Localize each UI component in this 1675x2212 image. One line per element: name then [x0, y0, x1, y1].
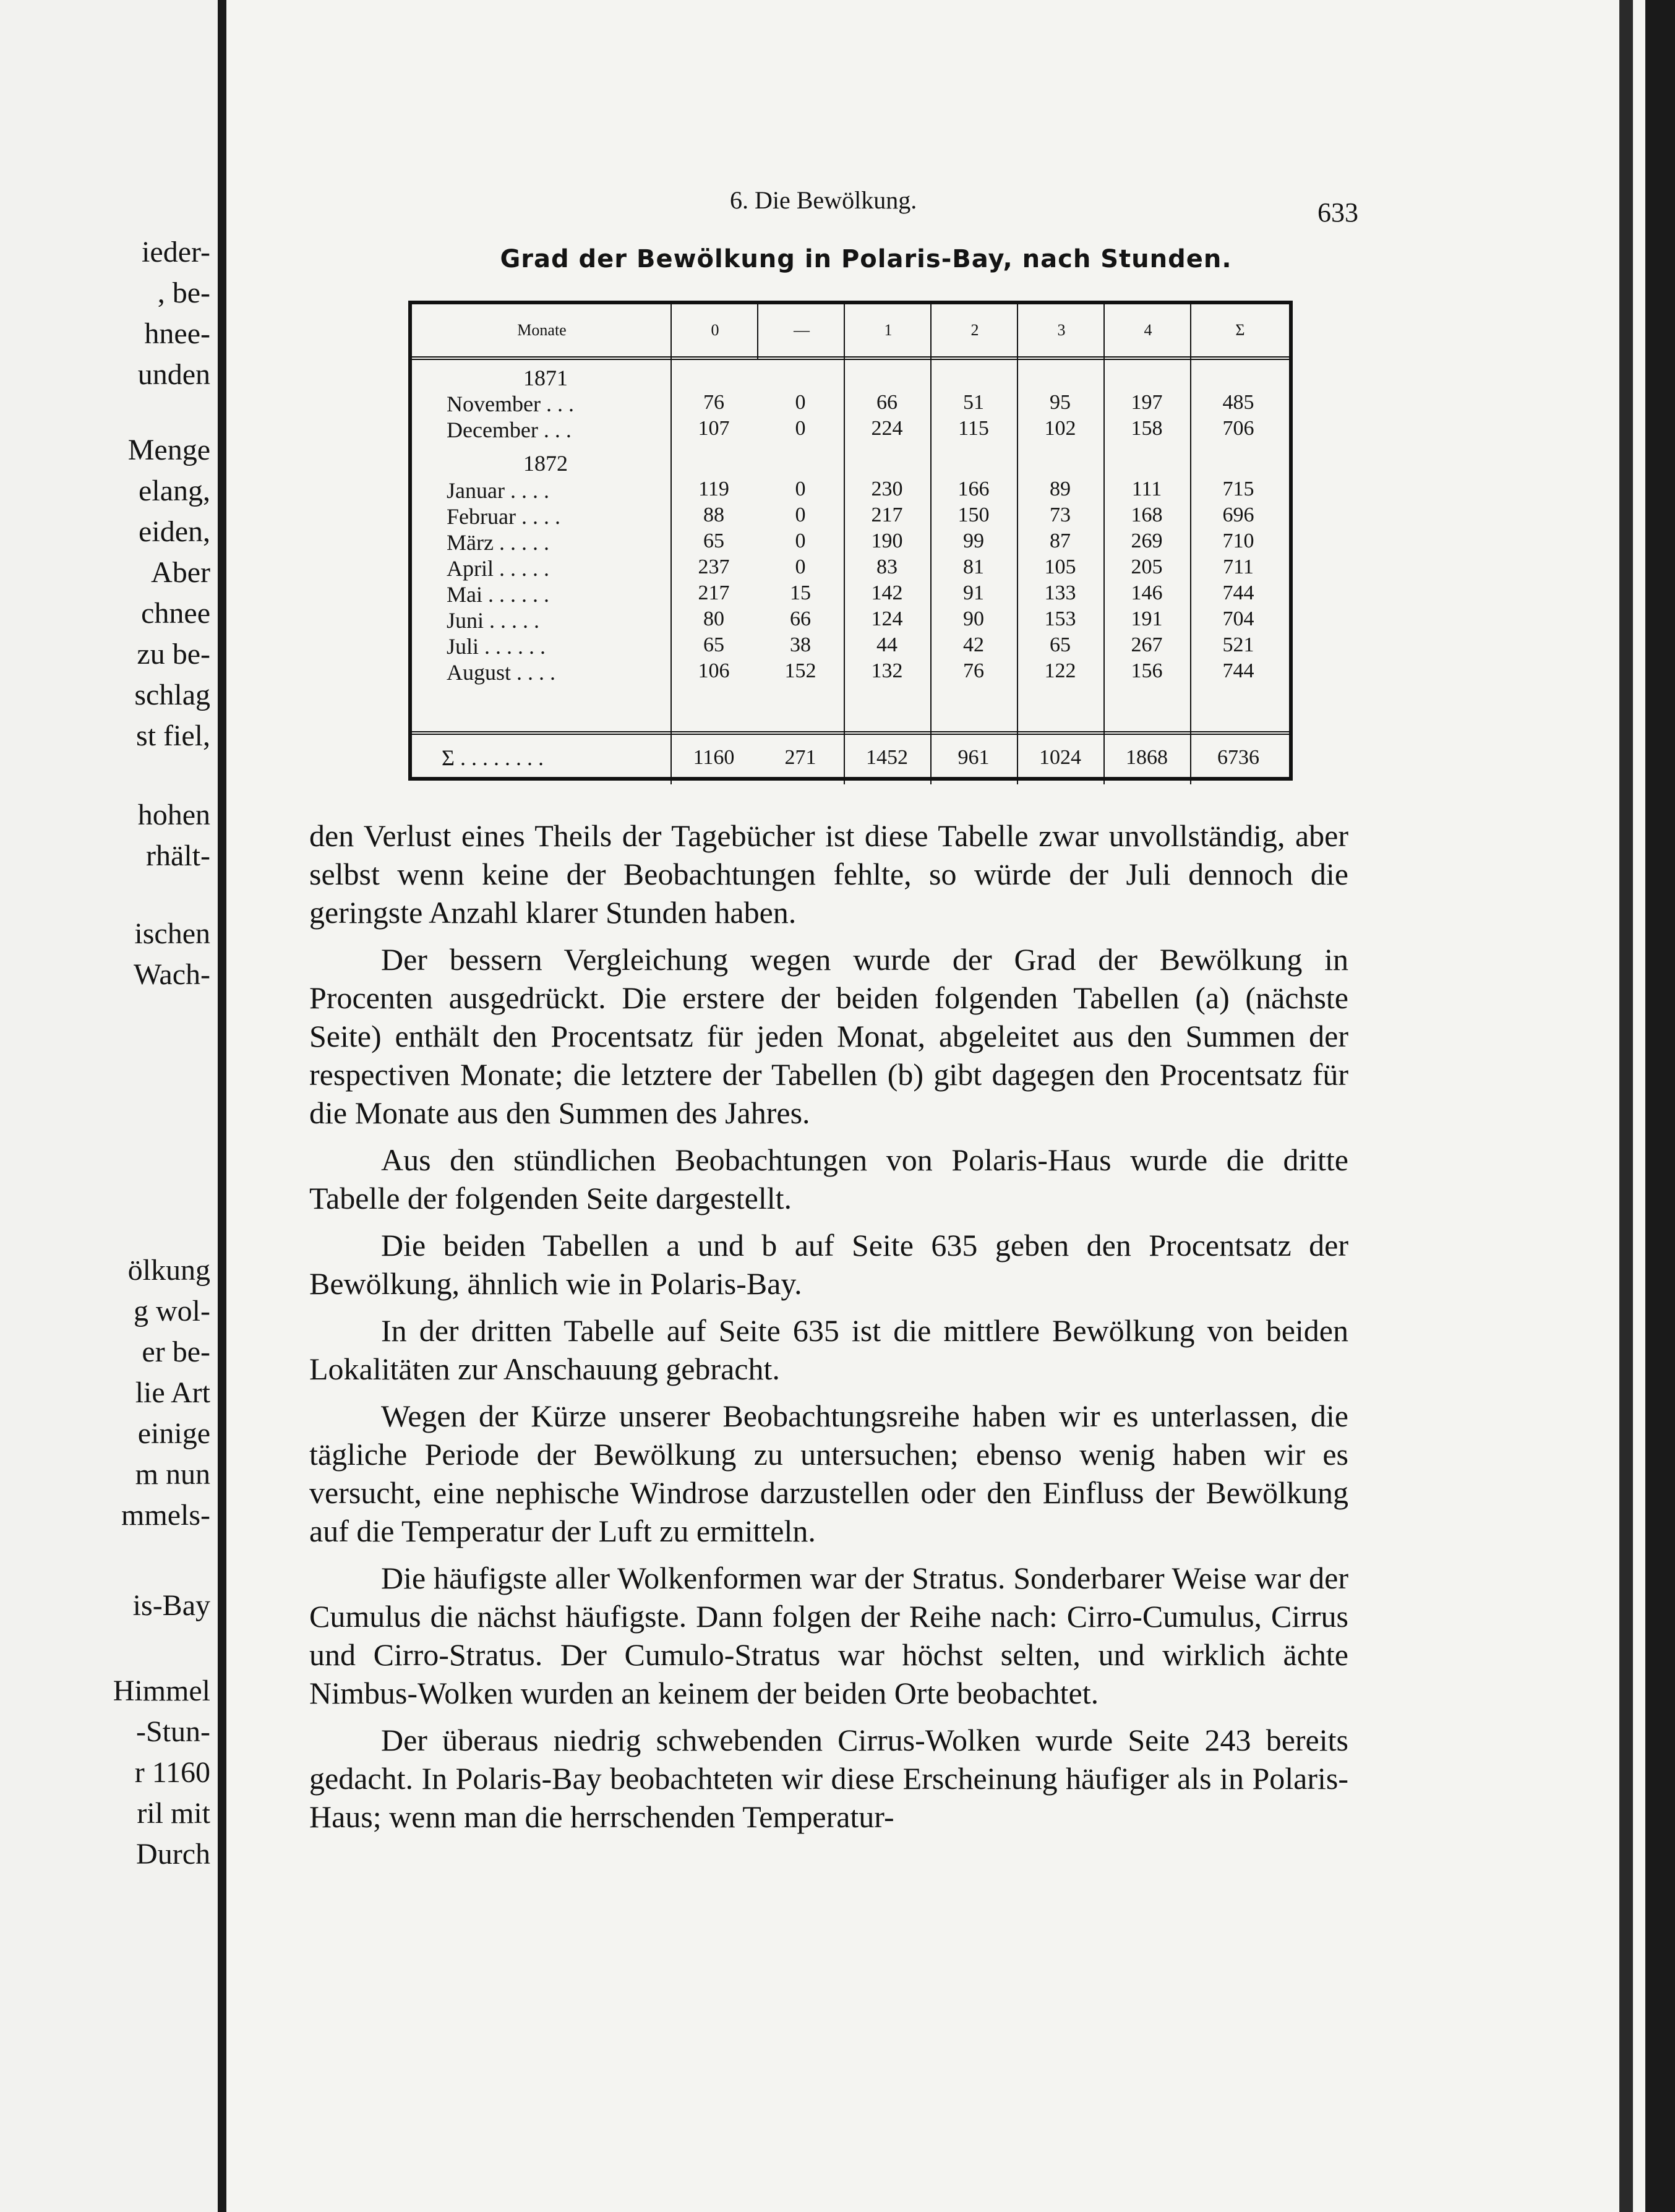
margin-line: g wol- — [134, 1295, 210, 1327]
table-cell: 0 — [795, 529, 806, 552]
margin-line: Wach- — [133, 958, 210, 991]
total-cell: 1160 — [693, 746, 735, 769]
table-cell: 65 — [1050, 633, 1071, 656]
running-header: 6. Die Bewölkung. — [730, 186, 917, 214]
margin-line: m nun — [135, 1458, 210, 1491]
col-header-3: 3 — [1057, 321, 1066, 339]
col-header-months: Monate — [517, 321, 567, 339]
page-edge-outer — [1645, 0, 1675, 2212]
table-cell: 521 — [1222, 633, 1254, 656]
table-cell: 152 — [784, 659, 816, 682]
table-cell: 485 — [1222, 391, 1254, 414]
table-body — [412, 360, 1289, 704]
table-cell: 237 — [698, 555, 730, 578]
margin-line: st fiel, — [136, 719, 210, 752]
margin-line: Menge — [127, 434, 210, 466]
table-cell: 190 — [871, 529, 903, 552]
row-label: December . . . — [447, 418, 572, 442]
table-cell: 111 — [1131, 478, 1162, 500]
row-label: Juli . . . . . . — [447, 634, 546, 659]
total-cell: 271 — [784, 746, 816, 769]
paragraph: Der bessern Vergleichung wegen wurde der Grad der Bewölkung in Procenten ausgedrückt. Die erstere der beiden folgenden Tabellen (a) (nächste Seite) enthält den Procentsatz für jeden Monat, abgeleitet aus den Summen der respectiven Monate; die letztere der Tabellen (b) gibt dagegen den Procentsatz für die Monate aus den Summen des Jahres. — [309, 942, 1348, 1130]
table-cell: 704 — [1222, 607, 1254, 630]
col-header-2: 2 — [970, 321, 979, 339]
total-cell: 1868 — [1126, 746, 1168, 769]
table-cell: 105 — [1044, 555, 1076, 578]
table-cell: 267 — [1131, 633, 1163, 656]
table-cell: 66 — [876, 391, 897, 414]
paragraph: In der dritten Tabelle auf Seite 635 ist die mittlere Bewölkung von beiden Lokalitäten zur Anschauung gebracht. — [309, 1313, 1348, 1386]
table-cell: 119 — [698, 478, 729, 500]
table-cell: 99 — [963, 529, 984, 552]
margin-line: Himmel — [113, 1674, 210, 1707]
table-cell: 90 — [963, 607, 984, 630]
table-cell: 107 — [698, 417, 730, 440]
margin-line: r 1160 — [134, 1756, 210, 1789]
table-cell: 696 — [1222, 504, 1254, 526]
table-cell: 0 — [795, 417, 806, 440]
previous-page-margin — [0, 0, 218, 2212]
col-header-dash: — — [794, 321, 810, 339]
total-label: Σ . . . . . . . . — [442, 745, 544, 770]
table-cell: 87 — [1050, 529, 1071, 552]
table-cell: 51 — [963, 391, 984, 414]
margin-line: , be- — [157, 276, 210, 309]
table-cell: 217 — [698, 581, 730, 604]
margin-line: elang, — [139, 474, 210, 507]
table-cell: 744 — [1222, 581, 1254, 604]
page-edge — [1619, 0, 1633, 2212]
table-cell: 65 — [703, 633, 724, 656]
table-cell: 146 — [1131, 581, 1163, 604]
page-gutter — [218, 0, 226, 2212]
col-header-0: 0 — [711, 321, 719, 339]
table-totals-row — [412, 731, 1289, 781]
table-cell: 81 — [963, 555, 984, 578]
table-cell: 0 — [795, 391, 806, 414]
table-cell: 715 — [1222, 478, 1254, 500]
table-cell: 73 — [1050, 504, 1071, 526]
margin-line: ölkung — [127, 1254, 210, 1287]
paragraph: Der überaus niedrig schwebenden Cirrus-Wolken wurde Seite 243 bereits gedacht. In Polaris-Bay beobachteten wir diese Erscheinung häufiger als in Polaris-Haus; wenn man die herrschenden Temperatur- — [309, 1723, 1348, 1834]
table-cell: 0 — [795, 555, 806, 578]
paragraph: Wegen der Kürze unserer Beobachtungsreihe haben wir es unterlassen, die tägliche Periode der Bewölkung zu untersuchen; ebenso wenig haben wir es versucht, eine nephische Windrose darzustellen oder den Einfluss der Bewölkung auf die Temperatur der Luft zu ermitteln. — [309, 1399, 1348, 1548]
margin-line: is-Bay — [132, 1589, 210, 1622]
table-cell: 88 — [703, 504, 724, 526]
table-cell: 744 — [1222, 659, 1254, 682]
table-cell: 122 — [1044, 659, 1076, 682]
margin-line: Durch — [136, 1838, 210, 1871]
table-cell: 76 — [963, 659, 984, 682]
table-cell: 156 — [1131, 659, 1163, 682]
col-header-sum: Σ — [1235, 321, 1245, 339]
row-label: Februar . . . . — [447, 504, 560, 529]
margin-line: chnee — [141, 597, 210, 630]
table-cell: 0 — [795, 478, 806, 500]
margin-line: er be- — [142, 1335, 210, 1368]
table-cell: 230 — [871, 478, 903, 500]
row-label: November . . . — [447, 392, 574, 416]
table-cell: 89 — [1050, 478, 1071, 500]
margin-line: eiden, — [139, 515, 210, 548]
table-cell: 710 — [1222, 529, 1254, 552]
col-header-4: 4 — [1144, 321, 1152, 339]
margin-line: lie Art — [135, 1376, 210, 1409]
table-cell: 197 — [1131, 391, 1163, 414]
row-label: August . . . . — [447, 660, 556, 685]
cloudiness-table — [408, 301, 1293, 781]
margin-line: ieder- — [142, 236, 210, 268]
table-cell: 166 — [957, 478, 990, 500]
table-title: Grad der Bewölkung in Polaris-Bay, nach Stunden. — [500, 245, 1232, 273]
margin-line: ril mit — [137, 1797, 210, 1830]
table-cell: 91 — [963, 581, 984, 604]
year-label: 1872 — [523, 451, 568, 476]
total-cell: 1024 — [1039, 746, 1081, 769]
table-cell: 95 — [1050, 391, 1071, 414]
table-cell: 132 — [871, 659, 903, 682]
total-cell: 961 — [957, 746, 990, 769]
margin-line: mmels- — [121, 1499, 210, 1532]
row-label: Juni . . . . . — [447, 608, 540, 633]
table-cell: 115 — [958, 417, 989, 440]
margin-line: ischen — [134, 917, 210, 950]
column-divider — [757, 304, 758, 360]
paragraph: den Verlust eines Theils der Tagebücher ist diese Tabelle zwar unvollständig, aber selbst wenn keine der Beobachtungen fehlte, so würde der Juli dennoch die geringste Anzahl klarer Stunden haben. — [309, 818, 1348, 930]
table-cell: 168 — [1131, 504, 1163, 526]
row-label: Januar . . . . — [447, 478, 549, 503]
table-cell: 65 — [703, 529, 724, 552]
paragraph: Die beiden Tabellen a und b auf Seite 635 geben den Procentsatz der Bewölkung, ähnlich wie in Polaris-Bay. — [309, 1228, 1348, 1301]
margin-line: -Stun- — [136, 1715, 210, 1748]
table-cell: 153 — [1044, 607, 1076, 630]
table-cell: 150 — [957, 504, 990, 526]
table-cell: 706 — [1222, 417, 1254, 440]
table-cell: 191 — [1131, 607, 1163, 630]
table-cell: 205 — [1131, 555, 1163, 578]
table-header — [412, 304, 1289, 360]
paragraph: Die häufigste aller Wolkenformen war der Stratus. Sonderbarer Weise war der Cumulus die nächst häufigste. Dann folgen der Reihe nach: Cirro-Cumulus, Cirrus und Cirro-Stratus. Der Cumulo-Stratus war höchst selten, und wirklich ächte Nimbus-Wolken wurden an keinem der beiden Orte beobachtet. — [309, 1561, 1348, 1710]
table-cell: 133 — [1044, 581, 1076, 604]
total-cell: 1452 — [866, 746, 908, 769]
table-cell: 158 — [1131, 417, 1163, 440]
table-cell: 124 — [871, 607, 903, 630]
body-text — [309, 817, 1348, 1845]
table-cell: 217 — [871, 504, 903, 526]
total-cell: 6736 — [1217, 746, 1259, 769]
table-cell: 80 — [703, 607, 724, 630]
col-header-1: 1 — [884, 321, 893, 339]
row-label: März . . . . . — [447, 530, 549, 555]
table-cell: 142 — [871, 581, 903, 604]
margin-line: zu be- — [137, 638, 210, 671]
table-cell: 0 — [795, 504, 806, 526]
table-cell: 106 — [698, 659, 730, 682]
margin-line: einige — [137, 1417, 210, 1450]
margin-line: schlag — [134, 679, 210, 711]
year-label: 1871 — [523, 366, 568, 390]
table-cell: 224 — [871, 417, 903, 440]
margin-line: hohen — [137, 799, 210, 831]
page-number: 633 — [1317, 197, 1358, 228]
table-cell: 38 — [790, 633, 811, 656]
table-cell: 83 — [876, 555, 897, 578]
table-cell: 102 — [1044, 417, 1076, 440]
table-cell: 269 — [1131, 529, 1163, 552]
margin-line: Aber — [151, 556, 210, 589]
paragraph: Aus den stündlichen Beobachtungen von Polaris-Haus wurde die dritte Tabelle der folgenden Seite dargestellt. — [309, 1142, 1348, 1215]
margin-line: hnee- — [144, 317, 210, 350]
table-cell: 42 — [963, 633, 984, 656]
table-cell: 711 — [1223, 555, 1254, 578]
row-label: Mai . . . . . . — [447, 582, 549, 607]
margin-line: unden — [137, 358, 210, 391]
table-cell: 15 — [790, 581, 811, 604]
table-cell: 76 — [703, 391, 724, 414]
table-cell: 66 — [790, 607, 811, 630]
table-cell: 44 — [876, 633, 897, 656]
margin-line: rhält- — [146, 839, 210, 872]
row-label: April . . . . . — [447, 556, 549, 581]
